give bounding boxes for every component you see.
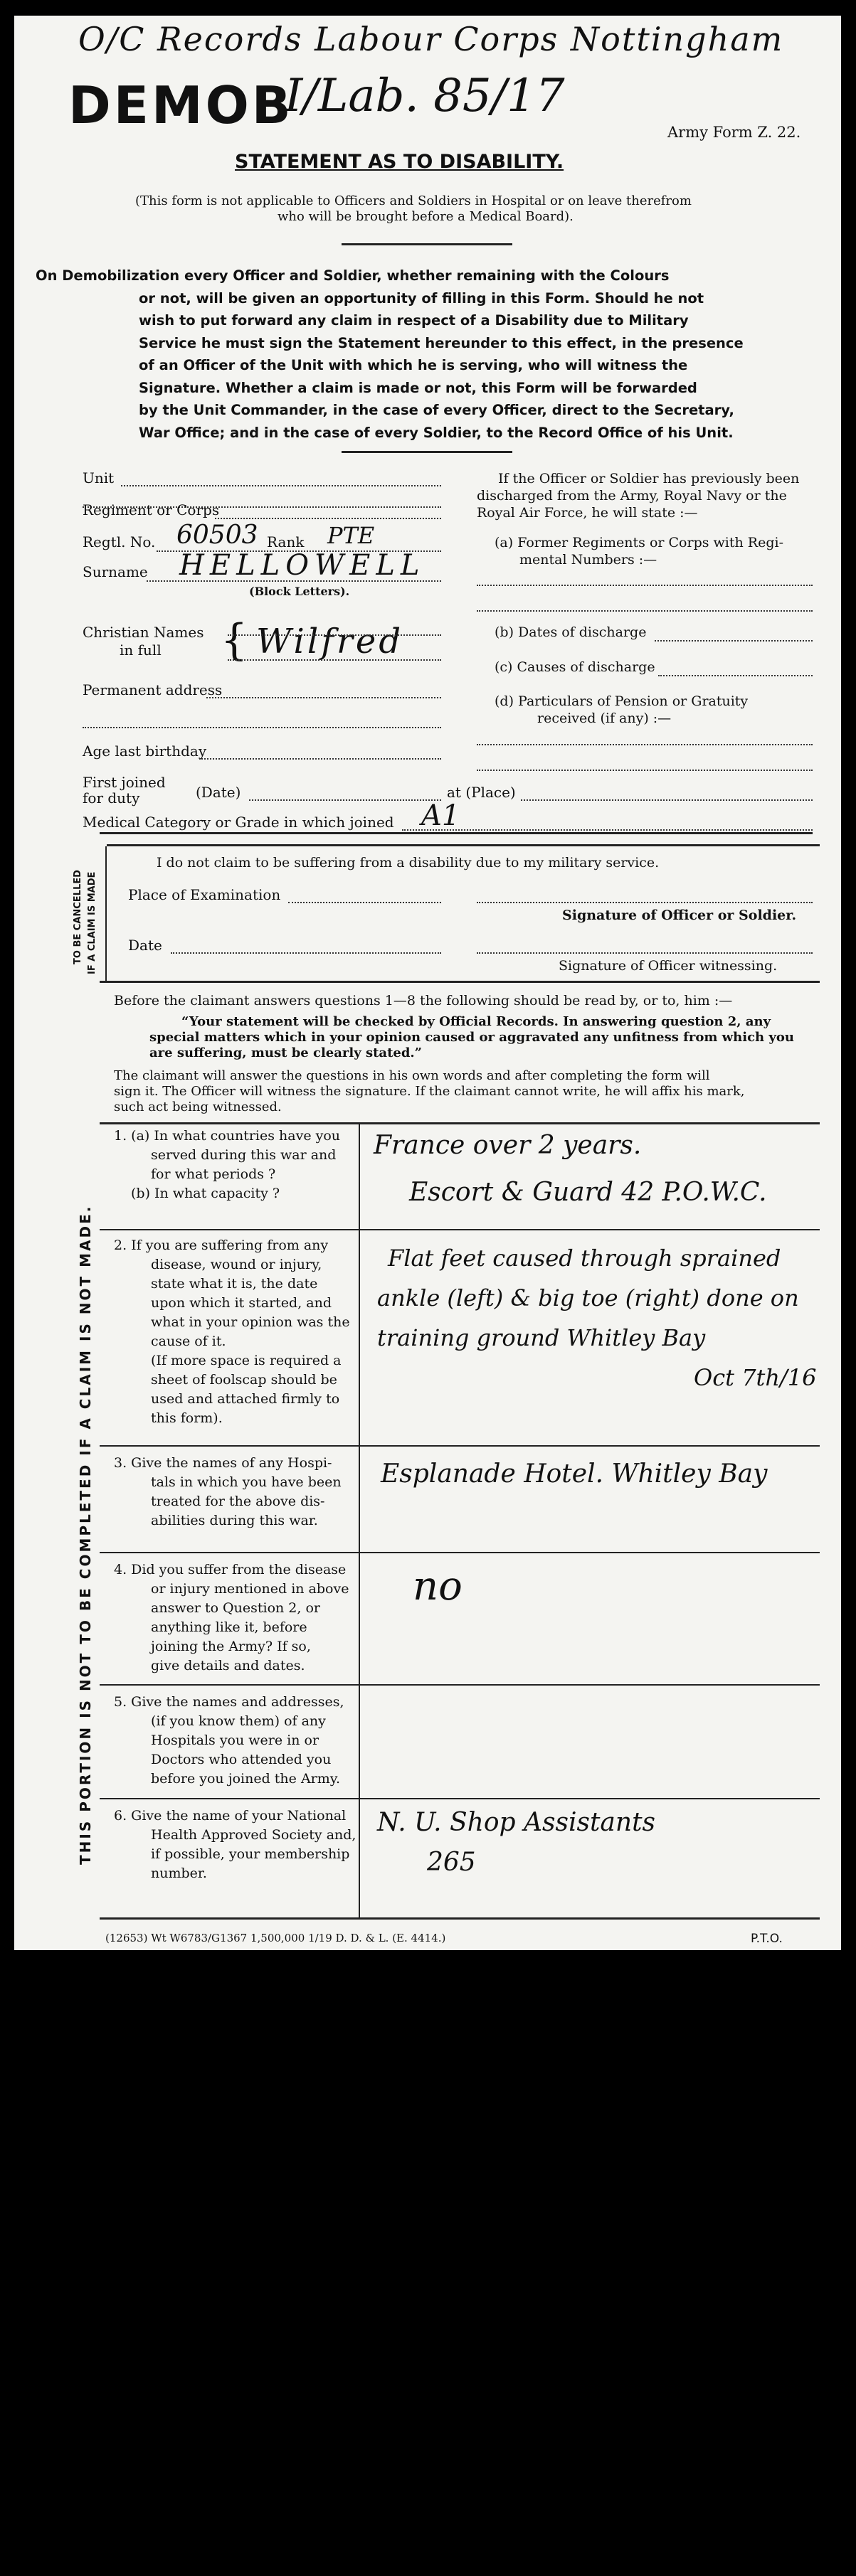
pension-line-2 (477, 770, 813, 771)
questions-top-rule (100, 1122, 820, 1124)
signature-line (477, 902, 813, 903)
christian-names-value: Wilfred (256, 622, 404, 661)
question-line: what in your opinion was the (151, 1314, 350, 1330)
age-label: Age last birthday (83, 743, 207, 760)
surname-value: HELLOWELL (179, 549, 426, 582)
rank-value: PTE (327, 522, 375, 549)
answer-2-line-3: training ground Whitley Bay (377, 1324, 706, 1351)
no-claim-bottom (100, 981, 820, 983)
place-line (521, 799, 813, 801)
question-line: 4. Did you suffer from the disease (114, 1562, 347, 1577)
christian-line (228, 634, 441, 636)
signature-label: Signature of Officer or Soldier. (562, 908, 797, 923)
answer-6-number: 265 (427, 1848, 476, 1877)
unit-label: Unit (83, 469, 115, 486)
question-line: (if you know them) of any (151, 1713, 326, 1729)
question-line: tals in which you have been (151, 1474, 342, 1490)
question-line: 5. Give the names and addresses, (114, 1694, 344, 1710)
question-line: cause of it. (151, 1334, 226, 1349)
no-claim-top (107, 844, 820, 846)
form-subtitle-1: (This form is not applicable to Officers and Soldiers in Hospital or on leave therefrom (135, 193, 692, 208)
at-place-label: at (Place) (447, 784, 516, 801)
christian-names-label-2: in full (120, 642, 162, 659)
intro-line: wish to put forward any claim in respect of a Disability due to Military (139, 312, 689, 329)
question-line: Hospitals you were in or (151, 1733, 319, 1748)
prev-discharge-intro: If the Officer or Soldier has previously been (498, 471, 800, 486)
divider (342, 451, 512, 453)
question-line: sheet of foolscap should be (151, 1372, 337, 1388)
prev-discharge-intro-3: Royal Air Force, he will state :— (477, 505, 698, 521)
instructions-quote-2: special matters which in your opinion caused or aggravated any unfitness from which you (149, 1030, 794, 1045)
first-joined-label: First joined (83, 774, 166, 791)
joined-date-label: (Date) (196, 784, 241, 801)
questions-divider (359, 1122, 360, 1919)
question-rule (100, 1684, 820, 1686)
question-line: treated for the above dis- (151, 1494, 325, 1509)
intro-line: or not, will be given an opportunity of filling in this Form. Should he not (139, 289, 704, 307)
question-line: (If more space is required a (151, 1353, 342, 1368)
medical-category-label: Medical Category or Grade in which joined (83, 814, 394, 831)
file-reference: I/Lab. 85/17 (285, 70, 565, 122)
prev-discharge-intro-2: discharged from the Army, Royal Navy or the (477, 488, 787, 504)
pto-note: P.T.O. (751, 1932, 783, 1946)
form-title: STATEMENT AS TO DISABILITY. (235, 151, 564, 173)
former-line (477, 585, 813, 586)
question-line: give details and dates. (151, 1658, 305, 1673)
form-code: Army Form Z. 22. (667, 124, 801, 141)
unit-line (121, 485, 441, 486)
answer-2-line-2: ankle (left) & big toe (right) done on (377, 1284, 799, 1311)
place-exam-line (288, 902, 441, 903)
pension-label-2: received (if any) :— (537, 710, 672, 726)
question-line: 1. (a) In what countries have you (114, 1128, 341, 1144)
answer-3-hospitals: Esplanade Hotel. Whitley Bay (381, 1459, 768, 1489)
question-line: Doctors who attended you (151, 1752, 332, 1767)
question-rule (100, 1229, 820, 1230)
print-info: (12653) Wt W6783/G1367 1,500,000 1/19 D. D. & L. (E. 4414.) (105, 1932, 446, 1944)
answer-6-society: N. U. Shop Assistants (377, 1808, 656, 1837)
date-line (249, 799, 441, 801)
question-line: 6. Give the name of your National (114, 1808, 347, 1824)
address-line-2 (83, 727, 441, 728)
questions-bottom-rule (100, 1917, 820, 1920)
age-line (199, 758, 441, 760)
dates-line (655, 640, 813, 642)
no-claim-side-rule (105, 846, 107, 981)
no-claim-date-label: Date (128, 937, 162, 954)
answer-1-countries: France over 2 years. (374, 1131, 642, 1160)
witness-label: Signature of Officer witnessing. (559, 958, 778, 974)
dates-discharge-label: (b) Dates of discharge (495, 624, 647, 640)
first-joined-label-2: for duty (83, 789, 140, 807)
regiment-label: Regiment or Corps (83, 501, 220, 518)
witness-line (477, 952, 813, 954)
question-line: this form). (151, 1410, 223, 1426)
medical-line (402, 829, 813, 831)
cancel-side-label-2: IF A CLAIM IS MADE (87, 871, 97, 974)
intro-line: War Office; and in the case of every Soldier, to the Record Office of his Unit. (139, 424, 734, 441)
question-line: Health Approved Society and, (151, 1827, 356, 1843)
pension-line (477, 744, 813, 745)
instructions-quote-3: are suffering, must be clearly stated.” (149, 1045, 423, 1060)
intro-line: by the Unit Commander, in the case of every Officer, direct to the Secretary, (139, 402, 734, 418)
surname-line (147, 580, 441, 582)
christian-names-label: Christian Names (83, 624, 204, 641)
question-rule (100, 1445, 820, 1447)
divider (100, 832, 813, 834)
no-claim-date-line (171, 952, 441, 954)
question-4 (114, 1560, 349, 1676)
question-line: 3. Give the names of any Hospi- (114, 1455, 332, 1471)
question-1 (114, 1127, 340, 1203)
question-line: number. (151, 1866, 207, 1881)
rank-label: Rank (267, 533, 305, 550)
address-line (206, 697, 441, 698)
question-line: anything like it, before (151, 1619, 307, 1635)
instructions-note-2: sign it. The Officer will witness the signature. If the claimant cannot write, he will affix his mark, (114, 1084, 745, 1099)
question-line: (b) In what capacity ? (131, 1186, 280, 1201)
question-line: upon which it started, and (151, 1295, 332, 1311)
no-claim-statement: I do not claim to be suffering from a disability due to my military service. (157, 855, 660, 871)
question-5 (114, 1693, 344, 1789)
question-line: 2. If you are suffering from any (114, 1238, 329, 1253)
form-subtitle-2: who will be brought before a Medical Board). (278, 209, 574, 224)
question-line: abilities during this war. (151, 1513, 318, 1528)
instructions-intro: Before the claimant answers questions 1—8 the following should be read by, or to, him :— (114, 993, 733, 1008)
surname-label: Surname (83, 563, 148, 580)
medical-category-value: A1 (421, 799, 460, 832)
demob-stamp: DEMOB (68, 75, 294, 135)
question-line: or injury mentioned in above (151, 1581, 349, 1597)
side-notice-text: THIS PORTION IS NOT TO BE COMPLETED IF A CLAIM IS NOT MADE. (77, 1204, 94, 1865)
question-6 (114, 1806, 356, 1883)
question-line: for what periods ? (151, 1166, 276, 1182)
question-line: joining the Army? If so, (151, 1639, 311, 1654)
address-label: Permanent address (83, 681, 223, 698)
handwritten-records-note: O/C Records Labour Corps Nottingham (78, 20, 784, 58)
question-rule (100, 1552, 820, 1553)
question-3 (114, 1454, 342, 1531)
question-line: served during this war and (151, 1147, 337, 1163)
place-of-exam-label: Place of Examination (128, 886, 281, 903)
regtl-no-label: Regtl. No. (83, 533, 156, 550)
intro-line: Service he must sign the Statement hereunder to this effect, in the presence (139, 334, 744, 351)
instructions-note-3: such act being witnessed. (114, 1100, 282, 1114)
former-regiments-label: (a) Former Regiments or Corps with Regi- (495, 535, 783, 550)
answer-2-line-1: Flat feet caused through sprained (388, 1245, 781, 1272)
brace: { (221, 615, 248, 665)
causes-line (658, 675, 813, 676)
question-line: disease, wound or injury, (151, 1257, 322, 1272)
instructions-quote-1: “Your statement will be checked by Official Records. In answering question 2, any (181, 1014, 771, 1029)
side-notice (77, 1204, 94, 2576)
christian-line-2 (228, 659, 441, 661)
former-regiments-label-2: mental Numbers :— (519, 552, 657, 568)
pension-label: (d) Particulars of Pension or Gratuity (495, 693, 749, 709)
intro-line: of an Officer of the Unit with which he is serving, who will witness the (139, 357, 688, 373)
answer-4-prior: no (413, 1563, 463, 1609)
question-2 (114, 1236, 350, 1428)
form-sheet (14, 16, 841, 1950)
former-line-2 (477, 610, 813, 612)
cancel-side-label (73, 858, 122, 972)
block-letters-note: (Block Letters). (249, 585, 350, 598)
question-rule (100, 1798, 820, 1799)
answer-2-line-4: Oct 7th/16 (694, 1364, 817, 1391)
question-line: used and attached firmly to (151, 1391, 340, 1407)
regtl-no-value: 60503 (176, 521, 258, 550)
intro-line: Signature. Whether a claim is made or not, this Form will be forwarded (139, 379, 697, 396)
cancel-side-label-1: TO BE CANCELLED (73, 870, 83, 964)
question-line: before you joined the Army. (151, 1771, 341, 1787)
instructions-note-1: The claimant will answer the questions in his own words and after completing the form will (114, 1068, 710, 1083)
regiment-line (215, 518, 441, 519)
intro-line: On Demobilization every Officer and Soldier, whether remaining with the Colours (36, 267, 670, 284)
causes-discharge-label: (c) Causes of discharge (495, 659, 655, 675)
question-line: answer to Question 2, or (151, 1600, 320, 1616)
answer-1-capacity: Escort & Guard 42 P.O.W.C. (409, 1178, 767, 1207)
intro-paragraph (36, 265, 825, 444)
question-line: state what it is, the date (151, 1276, 318, 1292)
question-line: if possible, your membership (151, 1846, 350, 1862)
divider (342, 243, 512, 245)
